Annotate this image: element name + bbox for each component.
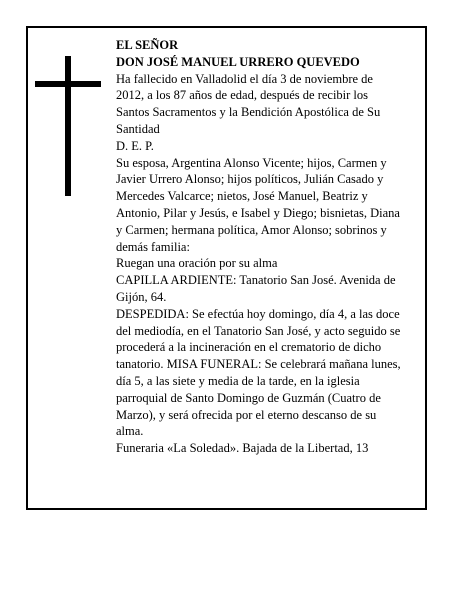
family-list: Su esposa, Argentina Alonso Vicente; hijos, Carmen y Javier Urrero Alonso; hijos políticos, Julián Casado y Mercedes Valcarce; nietos, José Manuel, Beatriz y Antonio, Pilar y Jesús, e Isabel y Diego; bisnietas, Diana y Carmen; hermana política, Amor Alonso; sobrinos y demás familia: bbox=[116, 155, 400, 254]
obituary-text bbox=[116, 37, 404, 457]
deceased-name: DON JOSÉ MANUEL URRERO QUEVEDO bbox=[116, 54, 360, 69]
prayer-request: Ruegan una oración por su alma bbox=[116, 256, 278, 271]
funeral-home: Funeraria «La Soledad». Bajada de la Libertad, 13 bbox=[116, 441, 369, 456]
death-announcement: Ha fallecido en Valladolid el día 3 de noviembre de 2012, a los 87 años de edad, después de recibir los Santos Sacramentos y la Bendición Apostólica de Su Santidad bbox=[116, 71, 381, 136]
chapel-info: CAPILLA ARDIENTE: Tanatorio San José. Avenida de Gijón, 64. bbox=[116, 273, 396, 304]
cross-icon-bar bbox=[35, 81, 101, 87]
farewell-info: DESPEDIDA: Se efectúa hoy domingo, día 4, a las doce del mediodía, en el Tanatorio San José, y acto seguido se procederá a la incineración en el crematorio de dicho tanatorio. MISA FUNERAL: Se celebrará mañana lunes, día 5, a las siete y media de la tarde, en la iglesia parroquial de Santo Domingo de Guzmán (Cuatro de Marzo), y será ofrecida por el eterno descanso de su alma. bbox=[116, 306, 401, 439]
heading-title: EL SEÑOR bbox=[116, 38, 179, 52]
rip-line: D. E. P. bbox=[116, 138, 154, 153]
cross-icon bbox=[65, 56, 71, 196]
